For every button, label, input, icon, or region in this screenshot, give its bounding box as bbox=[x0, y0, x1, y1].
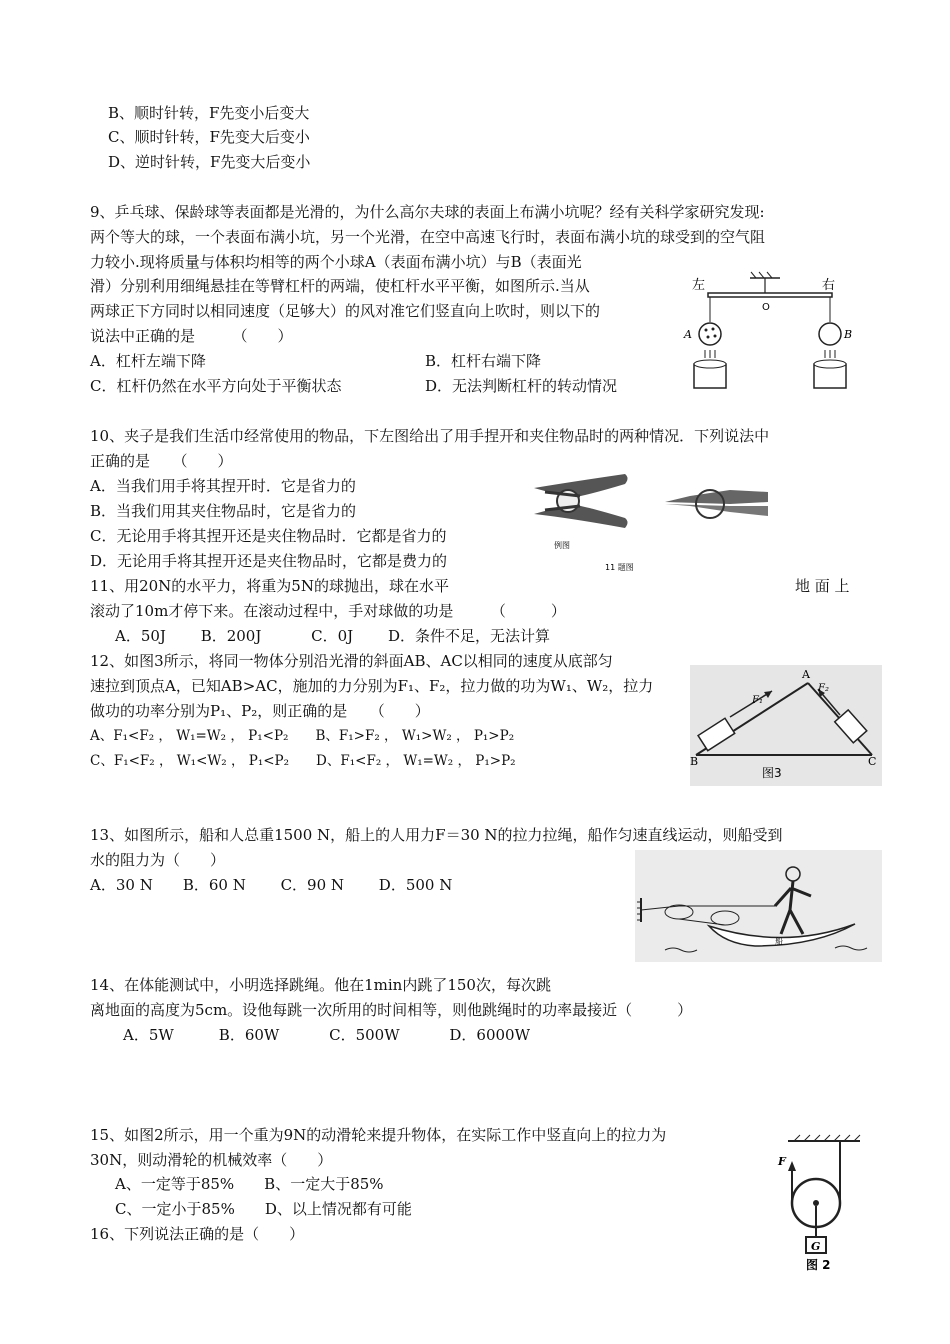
pulley-load-label: G bbox=[811, 1240, 821, 1253]
q9-line-5: 两球正下方同时以相同速度（足够大）的风对准它们竖直向上吹时，则以下的 bbox=[90, 302, 601, 320]
q14-line-1: 14、在体能测试中，小明选择跳绳。他在1min内跳了150次，每次跳 bbox=[90, 976, 551, 994]
q9-line-3: 力较小.现将质量与体积均相等的两个小球A（表面布满小坑）与B（表面光 bbox=[90, 253, 582, 271]
q15-options-ab: A、一定等于85% B、一定大于85% bbox=[115, 1175, 384, 1193]
q12-options-cd: C、F₁<F₂ ， W₁<W₂ ， P₁<P₂ D、F₁<F₂ ， W₁=W₂ ， P₁>P₂ bbox=[90, 753, 516, 769]
clip-figure-caption: 11 题图 bbox=[605, 563, 634, 572]
q9-option-c: C．杠杆仍然在水平方向处于平衡状态 bbox=[90, 377, 342, 395]
incline-vertex-b: B bbox=[690, 755, 699, 768]
clip-hand-top bbox=[534, 474, 628, 498]
q9-line-6: 说法中正确的是 （ ） bbox=[90, 327, 293, 345]
incline-caption: 图3 bbox=[762, 766, 782, 780]
q12-line-2: 速拉到顶点A，已知AB>AC，施加的力分别为F₁、F₂，拉力做的功为W₁、W₂，拉力 bbox=[90, 677, 654, 695]
pulley-force-label: F bbox=[778, 1155, 786, 1168]
ball-b-label: B bbox=[844, 328, 853, 341]
smooth-ball-b bbox=[819, 323, 841, 345]
lever-pivot-label: O bbox=[762, 302, 770, 313]
q10-option-b: B．当我们用其夹住物品时，它是省力的 bbox=[90, 502, 357, 520]
q13-options: A．30 N B．60 N C．90 N D．500 N bbox=[90, 876, 453, 894]
q12-line-3: 做功的功率分别为P₁、P₂，则正确的是 （ ） bbox=[90, 702, 430, 720]
q11-line-1b: 地 面 上 bbox=[795, 577, 850, 595]
q9-line-4: 滑）分别利用细绳悬挂在等臂杠杆的两端，使杠杆水平平衡，如图所示.当从 bbox=[90, 277, 590, 295]
lever-bar bbox=[708, 293, 832, 297]
q16-line-1: 16、下列说法正确的是（ ） bbox=[90, 1225, 305, 1243]
dimpled-ball-a bbox=[699, 323, 721, 345]
boat-figure bbox=[635, 850, 882, 962]
clip-figure bbox=[530, 462, 775, 574]
q15-line-1: 15、如图2所示，用一个重为9N的动滑轮来提升物体，在实际工作中竖直向上的拉力为 bbox=[90, 1126, 667, 1144]
boat-label: 船 bbox=[775, 937, 783, 946]
q10-option-c: C．无论用手将其捏开还是夹住物品时．它都是省力的 bbox=[90, 527, 447, 545]
incline-vertex-c: C bbox=[868, 755, 877, 768]
q15-options-cd: C、一定小于85% D、以上情况都有可能 bbox=[115, 1200, 412, 1218]
incline-vertex-a: A bbox=[802, 668, 810, 681]
q12-options-ab: A、F₁<F₂ ， W₁=W₂ ， P₁<P₂ B、F₁>F₂ ， W₁>W₂ ， P₁>P₂ bbox=[90, 728, 515, 744]
q8-option-b: B、顺时针转，F先变小后变大 bbox=[108, 104, 310, 122]
q11-options: A．50J B．200J C．0J D．条件不足，无法计算 bbox=[115, 627, 550, 645]
q9-line-1: 9、乒乓球、保龄球等表面都是光滑的，为什么高尔夫球的表面上布满小坑呢？经有关科学家研究发现: bbox=[90, 203, 765, 221]
q11-line-1a: 11、用20N的水平力，将重为5N的球抛出，球在水平 bbox=[90, 577, 449, 595]
q10-line-1: 10、夹子是我们生活巾经常使用的物品，下左图给出了用手捏开和夹住物品时的两种情况．下列说法中 bbox=[90, 427, 770, 445]
q8-option-d: D、逆时针转，F先变大后变小 bbox=[108, 153, 311, 171]
q10-line-2: 正确的是 （ ） bbox=[90, 452, 233, 470]
q13-line-1: 13、如图所示，船和人总重1500 N，船上的人用力F＝30 N的拉力拉绳，船作匀速直线运动，则船受到 bbox=[90, 826, 783, 844]
q14-line-2: 离地面的高度为5cm。设他每跳一次所用的时间相等，则他跳绳时的功率最接近（ ） bbox=[90, 1001, 693, 1019]
clip-hand-bottom bbox=[534, 504, 628, 528]
clip-example-label: 例图 bbox=[554, 541, 570, 550]
q10-option-d: D．无论用手将其捏开还是夹住物品时，它都是费力的 bbox=[90, 552, 448, 570]
incline-force-f2: F₂ bbox=[818, 683, 829, 694]
q15-line-2: 30N，则动滑轮的机械效率（ ） bbox=[90, 1151, 333, 1169]
q9-line-2: 两个等大的球，一个表面布满小坑，另一个光滑，在空中高速飞行时，表面布满小坑的球受到的空气阻 bbox=[90, 228, 766, 246]
pulley-caption: 图 2 bbox=[806, 1258, 831, 1272]
q11-line-2: 滚动了10m才停下来。在滚动过程中，手对球做的功是 （ ） bbox=[90, 602, 566, 620]
q8-option-c: C、顺时针转，F先变大后变小 bbox=[108, 128, 310, 146]
q9-option-b: B．杠杆右端下降 bbox=[425, 352, 542, 370]
q12-line-1: 12、如图3所示，将同一物体分别沿光滑的斜面AB、AC以相同的速度从底部匀 bbox=[90, 652, 613, 670]
ball-a-label: A bbox=[684, 328, 692, 341]
q9-option-a: A．杠杆左端下降 bbox=[90, 352, 206, 370]
lever-right-label: 右 bbox=[822, 278, 836, 293]
q9-option-d: D．无法判断杠杆的转动情况 bbox=[425, 377, 618, 395]
pulley-figure bbox=[770, 1125, 880, 1285]
incline-force-f1: F₁ bbox=[752, 695, 763, 706]
q13-line-2: 水的阻力为（ ） bbox=[90, 851, 226, 869]
lever-figure bbox=[680, 270, 860, 395]
incline-figure bbox=[690, 665, 882, 786]
q14-options: A．5W B．60W C．500W D．6000W bbox=[123, 1026, 531, 1044]
clip-closed-bottom bbox=[665, 504, 768, 516]
lever-left-label: 左 bbox=[692, 278, 706, 293]
q10-option-a: A．当我们用手将其捏开时．它是省力的 bbox=[90, 477, 356, 495]
